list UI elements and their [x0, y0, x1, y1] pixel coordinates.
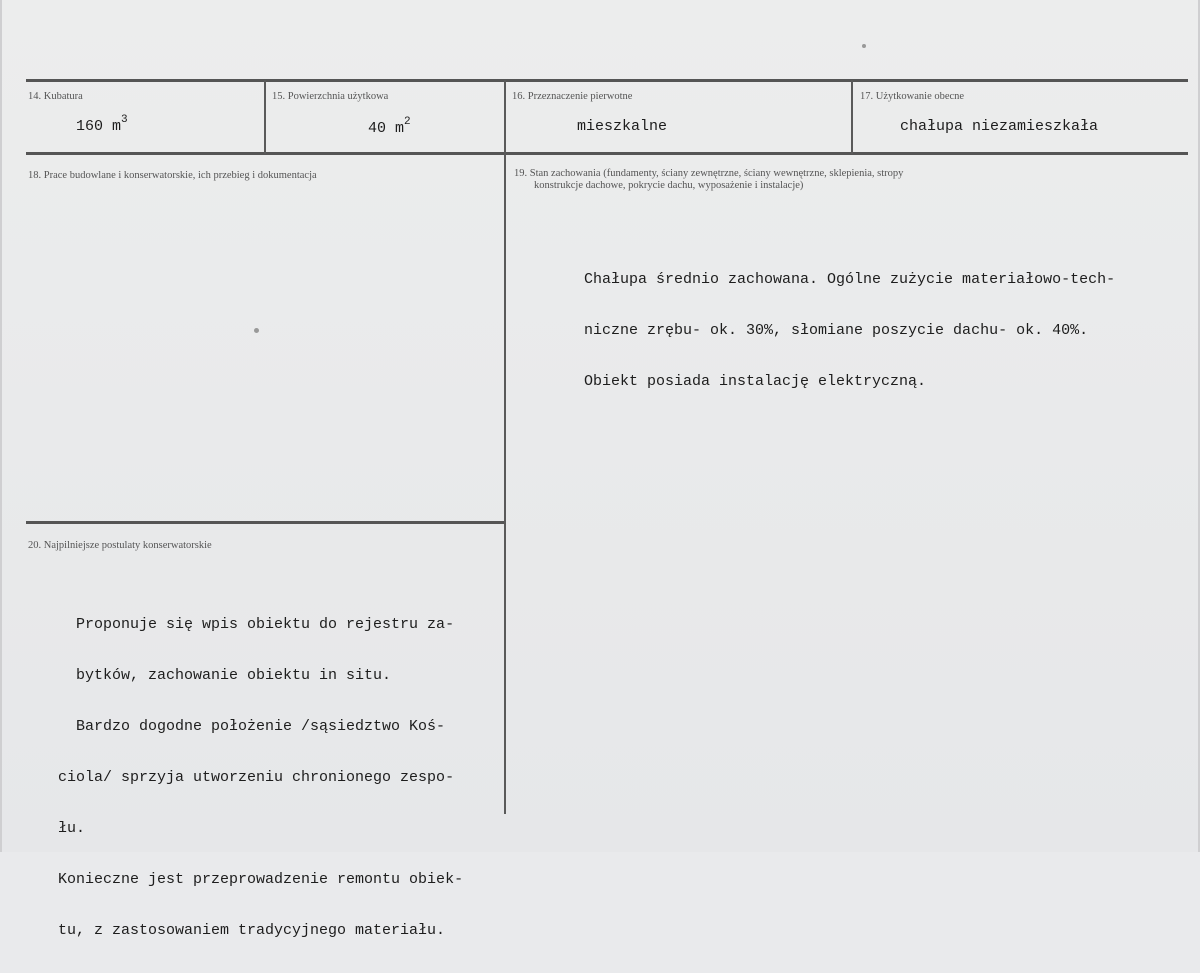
stan-label-line2: konstrukcje dachowe, pokrycie dachu, wyposażenie i instalacje): [534, 180, 804, 191]
postulaty-text-line: tu, z zastosowaniem tradycyjnego materiału.: [58, 922, 446, 939]
section-20-rule: [26, 521, 504, 524]
powierzchnia-value: 40 $m^2$: [368, 116, 411, 137]
divider: [264, 80, 266, 154]
kubatura-label: 14. Kubatura: [28, 91, 83, 102]
paper-speck: [254, 328, 259, 333]
postulaty-text-line: ciola/ sprzyja utworzeniu chronionego zespo-: [58, 769, 455, 786]
powierzchnia-label: 15. Powierzchnia użytkowa: [272, 91, 389, 102]
przeznaczenie-value: mieszkalne: [577, 118, 668, 135]
stan-label-line1: 19. Stan zachowania (fundamenty, ściany zewnętrzne, ściany wewnętrzne, sklepienia, stropy: [514, 168, 904, 179]
uzytkowanie-label: 17. Użytkowanie obecne: [860, 91, 965, 102]
prace-label: 18. Prace budowlane i konserwatorskie, ich przebieg i dokumentacja: [28, 170, 317, 181]
top-rule: [26, 79, 1188, 82]
uzytkowanie-value: chałupa niezamieszkała: [900, 118, 1099, 135]
stan-text-line: niczne zrębu- ok. 30%, słomiane poszycie dachu- ok. 40%.: [584, 322, 1089, 339]
paper-speck: [862, 44, 866, 48]
postulaty-text-line: łu.: [58, 820, 86, 837]
row-rule: [26, 152, 1188, 155]
postulaty-text-line: Konieczne jest przeprowadzenie remontu obiek-: [58, 871, 464, 888]
stan-text-line: Obiekt posiada instalację elektryczną.: [584, 373, 927, 390]
main-divider: [504, 80, 506, 814]
przeznaczenie-label: 16. Przeznaczenie pierwotne: [512, 91, 633, 102]
postulaty-text-line: bytków, zachowanie obiektu in situ.: [58, 667, 392, 684]
stan-text: [584, 237, 1115, 424]
postulaty-text: [58, 582, 463, 973]
postulaty-label: 20. Najpilniejsze postulaty konserwatorskie: [28, 540, 212, 551]
postulaty-text-line: Proponuje się wpis obiektu do rejestru za-: [58, 616, 455, 633]
stan-text-line: Chałupa średnio zachowana. Ogólne zużycie materiałowo-tech-: [584, 271, 1116, 288]
kubatura-value: 160 $m^3$: [76, 114, 128, 135]
divider: [851, 80, 853, 154]
postulaty-text-line: Bardzo dogodne położenie /sąsiedztwo Koś-: [58, 718, 446, 735]
